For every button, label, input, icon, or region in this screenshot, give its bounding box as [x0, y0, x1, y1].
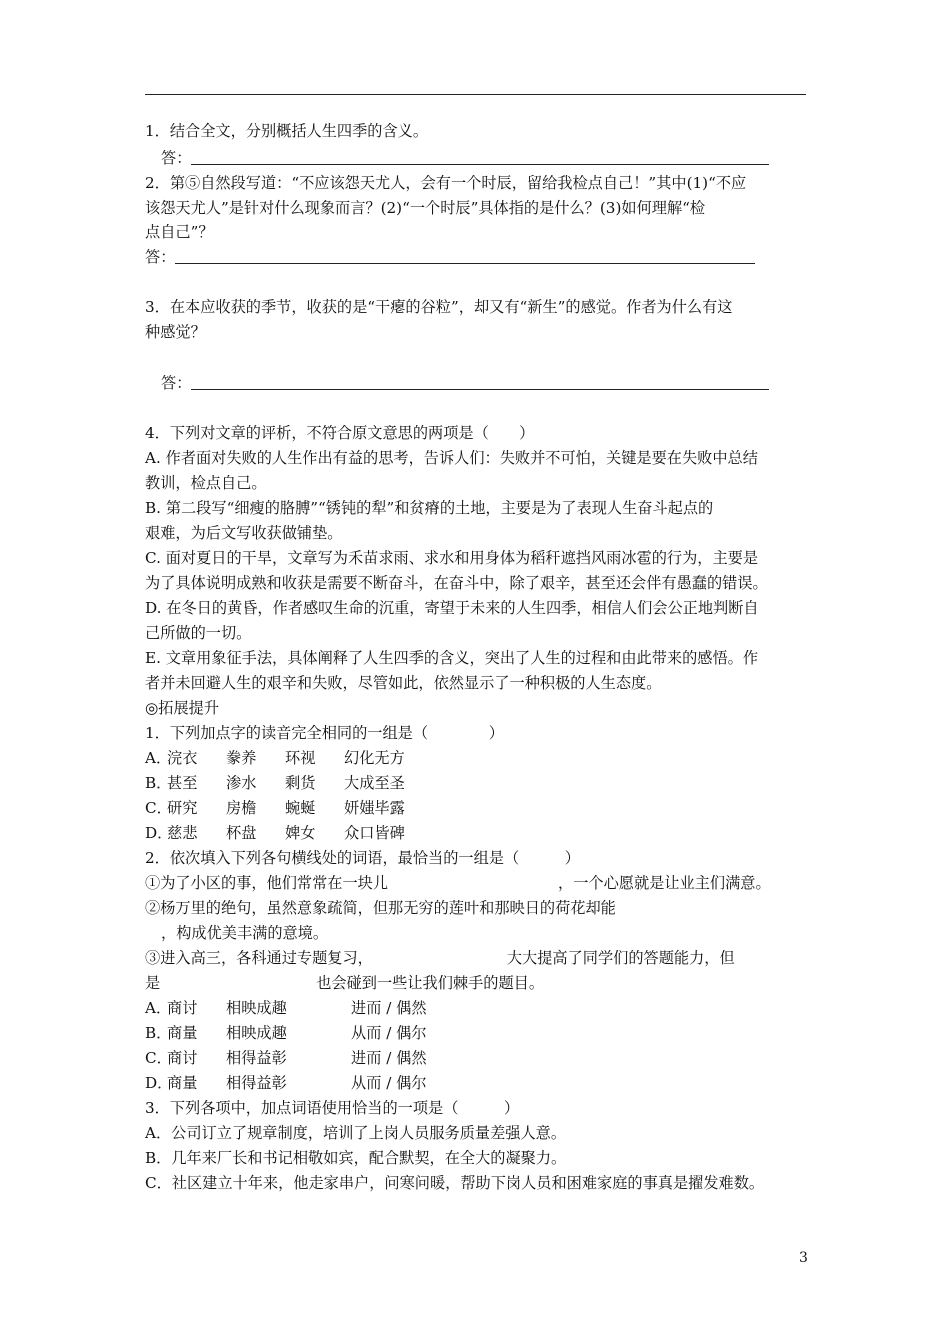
answer-line-3[interactable]: [161, 372, 769, 394]
option-word: 相映成趣: [226, 999, 287, 1017]
question-2-line-2: 该怨天尤人”是针对什么现象而言？(2)“一个时辰”具体指的是什么？(3)如何理解“检: [145, 199, 706, 217]
question-1: 1．结合全文，分别概括人生四季的含义。: [145, 122, 429, 140]
option-letter: A．: [145, 999, 172, 1017]
option-word: 甚至: [167, 774, 198, 792]
option-word: 环视: [285, 749, 316, 767]
page-number: 3: [799, 1250, 808, 1266]
e3-option-line: A．公司订立了规章制度，培训了上岗人员服务质量差强人意。: [145, 1124, 567, 1142]
e3-option-line: C．社区建立十年来，他走家串户，问寒问暖，帮助下岗人员和困难家庭的事真是擢发难数。: [145, 1174, 765, 1192]
option-word: 相得益彰: [226, 1074, 287, 1092]
e2-sentence-3-cont: [145, 972, 544, 994]
option-letter: B．: [145, 774, 172, 792]
e2-sentence-1: [145, 872, 771, 894]
option-word: 商量: [167, 1074, 198, 1092]
e2-sentence-2: ②杨万里的绝句，虽然意象疏简，但那无穷的莲叶和那映日的荷花却能: [145, 899, 616, 917]
header-rule: [145, 94, 806, 95]
sentence-text: ③进入高三，各科通过专题复习，: [145, 949, 373, 967]
e1-option-row: [145, 747, 405, 769]
q4-option-line: 艰难，为后文写收获做铺垫。: [145, 524, 343, 542]
e2-option-row: [145, 1047, 427, 1069]
answer-blank[interactable]: [191, 375, 769, 390]
option-word: 房檐: [226, 799, 257, 817]
e1-option-row: [145, 772, 405, 794]
option-word: 相得益彰: [226, 1049, 287, 1067]
option-word: 豢养: [226, 749, 257, 767]
sentence-text: 大大提高了同学们的答题能力，但: [506, 949, 735, 967]
extension-question-3-stem: 3．下列各项中，加点词语使用恰当的一项是（ ）: [145, 1099, 520, 1117]
e1-option-row: [145, 797, 405, 819]
q4-option-line: B. 第二段写“细瘦的胳膊”“锈钝的犁”和贫瘠的土地，主要是为了表现人生奋斗起点的: [145, 499, 714, 517]
e2-sentence-3: [145, 947, 735, 969]
option-letter: C．: [145, 1049, 172, 1067]
extension-question-1-stem: 1．下列加点字的读音完全相同的一组是（ ）: [145, 724, 504, 742]
option-word: 蜿蜒: [285, 799, 316, 817]
sentence-text: 也会碰到一些让我们棘手的题目。: [316, 974, 544, 992]
question-3-line-1: 3．在本应收获的季节，收获的是“干瘪的谷粒”，却又有“新生”的感觉。作者为什么有这: [145, 298, 733, 316]
q4-option-line: 己所做的一切。: [145, 624, 252, 642]
e2-option-row: [145, 1072, 427, 1094]
e2-option-row: [145, 997, 427, 1019]
question-2-line-3: 点自己”？: [145, 223, 214, 241]
question-2-line-1: 2．第⑤自然段写道：“不应该怨天尤人，会有一个时辰，留给我检点自己！”其中(1)“不应: [145, 174, 747, 192]
option-word: 进而 / 偶然: [351, 1049, 427, 1067]
option-word: 研究: [167, 799, 198, 817]
option-word: 进而 / 偶然: [351, 999, 427, 1017]
option-letter: B．: [145, 1024, 172, 1042]
option-word: 大成至圣: [344, 774, 405, 792]
sentence-text: 是: [145, 974, 161, 992]
answer-label: 答：: [161, 374, 192, 392]
e3-option-line: B．几年来厂长和书记相敬如宾，配合默契，在全大的凝聚力。: [145, 1149, 567, 1167]
answer-blank[interactable]: [175, 249, 755, 264]
q4-option-line: 者并未回避人生的艰辛和失败，尽管如此，依然显示了一种积极的人生态度。: [145, 674, 662, 692]
question-3-line-2: 种感觉？: [145, 323, 206, 341]
option-word: 剩货: [285, 774, 316, 792]
option-word: 杯盘: [226, 824, 257, 842]
sentence-text: ，一个心愿就是让业主们满意。: [558, 874, 771, 892]
answer-label: 答：: [145, 248, 176, 266]
answer-label: 答：: [161, 149, 192, 167]
e2-sentence-2-cont: ，构成优美丰满的意境。: [161, 924, 329, 942]
question-4-stem: 4．下列对文章的评析，不符合原文意思的两项是（ ）: [145, 424, 535, 442]
option-word: 商讨: [167, 1049, 198, 1067]
option-word: 众口皆碑: [344, 824, 405, 842]
extension-question-2-stem: 2．依次填入下列各句横线处的词语，最恰当的一组是（ ）: [145, 849, 580, 867]
answer-blank[interactable]: [191, 150, 769, 165]
option-letter: D．: [145, 1074, 173, 1092]
q4-option-line: D. 在冬日的黄昏，作者感叹生命的沉重，寄望于未来的人生四季，相信人们会公正地判断自: [145, 599, 759, 617]
answer-line-2[interactable]: [145, 246, 755, 268]
option-letter: A．: [145, 749, 172, 767]
sentence-text: ①为了小区的事，他们常常在一块儿: [145, 874, 388, 892]
option-word: 商讨: [167, 999, 198, 1017]
option-letter: C．: [145, 799, 172, 817]
section-title: ◎拓展提升: [145, 699, 220, 717]
q4-option-line: C. 面对夏日的干旱，文章写为禾苗求雨、求水和用身体为稻秆遮挡风雨冰雹的行为，主要是: [145, 549, 759, 567]
option-word: 慈悲: [167, 824, 198, 842]
option-word: 幻化无方: [344, 749, 405, 767]
option-word: 从而 / 偶尔: [351, 1024, 427, 1042]
option-word: 婢女: [285, 824, 316, 842]
option-word: 妍媸毕露: [344, 799, 405, 817]
q4-option-line: 教训，检点自己。: [145, 474, 267, 492]
option-letter: D．: [145, 824, 173, 842]
option-word: 相映成趣: [226, 1024, 287, 1042]
q4-option-line: A. 作者面对失败的人生作出有益的思考，告诉人们：失败并不可怕，关键是要在失败中总结: [145, 449, 758, 467]
e2-option-row: [145, 1022, 427, 1044]
q4-option-line: 为了具体说明成熟和收获是需要不断奋斗，在奋斗中，除了艰辛，甚至还会伴有愚蠢的错误。: [145, 574, 768, 592]
option-word: 商量: [167, 1024, 198, 1042]
q4-option-line: E. 文章用象征手法，具体阐释了人生四季的含义，突出了人生的过程和由此带来的感悟。作: [145, 649, 759, 667]
e1-option-row: [145, 822, 405, 844]
option-word: 浣衣: [167, 749, 198, 767]
option-word: 从而 / 偶尔: [351, 1074, 427, 1092]
answer-line-1[interactable]: [161, 147, 769, 169]
option-word: 渗水: [226, 774, 257, 792]
